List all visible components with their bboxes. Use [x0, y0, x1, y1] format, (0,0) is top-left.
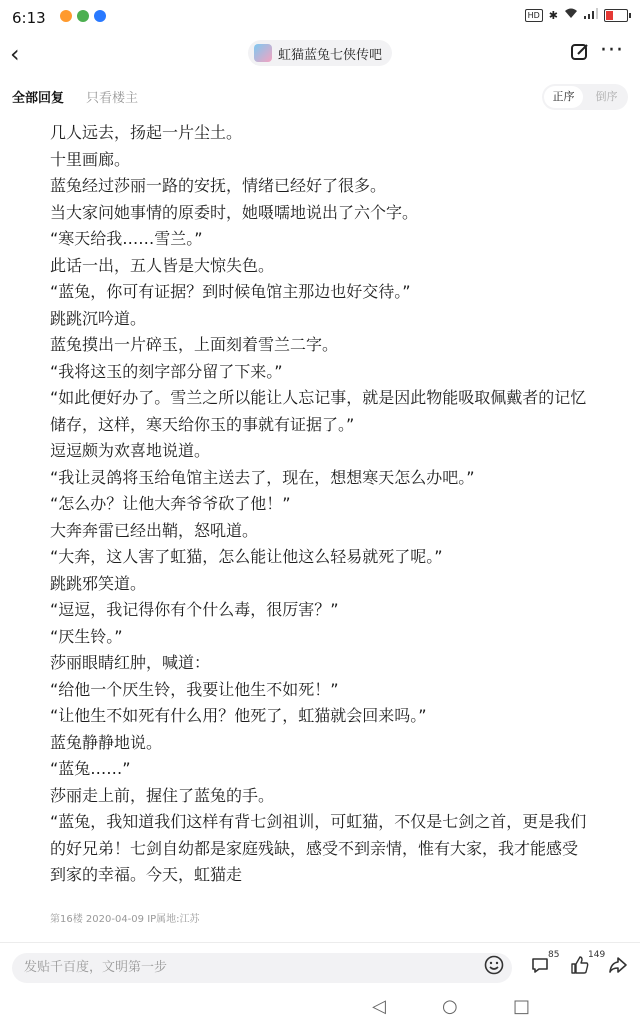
app-notification-icon — [60, 10, 72, 22]
post-text-line: 大奔奔雷已经出鞘，怒吼道。 — [50, 520, 259, 540]
system-status — [525, 8, 628, 22]
nfc-icon: ✱ — [548, 8, 558, 22]
post-text-line: “逗逗，我记得你有个什么毒，很厉害？” — [50, 600, 339, 619]
like-button[interactable] — [570, 950, 606, 980]
back-arrow-icon[interactable]: ‹ — [10, 40, 20, 68]
forum-pill[interactable] — [248, 40, 392, 66]
post-text-line: “大奔，这人害了虹猫，怎么能让他这么轻易就死了呢。” — [50, 547, 443, 566]
comment-button[interactable] — [530, 950, 560, 980]
post-text-line: 当大家问她事情的原委时，她嗫嚅地说出了六个字。 — [50, 202, 419, 222]
reply-filter-bar — [0, 80, 640, 112]
post-text-line: “怎么办？让他大奔爷爷砍了他！” — [50, 494, 291, 513]
post-text-line: “蓝兔，你可有证据？到时候龟馆主那边也好交待。” — [50, 282, 411, 301]
post-body — [50, 120, 634, 889]
post-text-line: 蓝兔摸出一片碎玉，上面刻着雪兰二字。 — [50, 335, 339, 354]
tab-all-replies[interactable]: 全部回复 — [12, 91, 65, 106]
share-icon[interactable] — [608, 955, 628, 980]
thumbs-up-icon — [570, 955, 590, 975]
signal-icon — [584, 8, 598, 22]
browser-icon — [94, 10, 106, 22]
system-navigation-bar — [0, 992, 640, 1024]
post-text-line: “蓝兔，我知道我们这样有背七剑祖训，可虹猫，不仅是七剑之首，更是我们 — [50, 812, 587, 831]
edit-icon[interactable] — [570, 42, 590, 67]
post-text-line: “让他生不如死有什么用？他死了，虹猫就会回来吗。” — [50, 706, 427, 725]
post-text-line: “厌生铃。” — [50, 626, 123, 646]
post-text-line: 十里画廊。 — [50, 149, 131, 169]
battery-icon — [604, 9, 628, 22]
post-text-line: 莎丽眼睛红肿，喊道： — [50, 653, 211, 672]
reply-input[interactable]: 发贴千百度，文明第一步 — [12, 953, 512, 983]
status-time: 6:13 — [12, 9, 46, 27]
tab-op-only[interactable]: 只看楼主 — [86, 91, 139, 106]
post-text-line: 此话一出，五人皆是大惊失色。 — [50, 255, 275, 275]
post-meta: 第16楼 2020-04-09 IP属地:江苏 — [50, 914, 200, 925]
comment-icon — [530, 955, 550, 975]
sort-toggle — [542, 84, 628, 110]
comment-count: 85 — [548, 950, 560, 960]
post-text-line: 的好兄弟！七剑自幼都是家庭残缺，感受不到亲情，惟有大家，我才能感受 — [50, 838, 579, 858]
forum-avatar — [254, 44, 272, 62]
forum-name: 虹猫蓝兔七侠传吧 — [277, 47, 383, 63]
sort-ascending-button[interactable]: 正序 — [544, 86, 583, 108]
top-nav — [0, 34, 640, 76]
bottom-action-bar — [0, 942, 640, 993]
post-text-line: 到家的幸福。今天，虹猫走 — [50, 865, 243, 884]
system-recents-icon[interactable]: □ — [513, 996, 531, 1017]
post-text-line: 几人远去，扬起一片尘土。 — [50, 123, 243, 142]
wechat-icon — [77, 10, 89, 22]
post-text-line: 莎丽走上前，握住了蓝兔的手。 — [50, 785, 275, 805]
post-text-line: 蓝兔静静地说。 — [50, 732, 163, 752]
wifi-icon — [564, 8, 578, 22]
notification-icons — [60, 10, 106, 22]
post-text-line: “我让灵鸽将玉给龟馆主送去了，现在，想想寒天怎么办吧。” — [50, 467, 475, 487]
post-text-line: “寒天给我……雪兰。” — [50, 229, 203, 248]
emoji-icon[interactable] — [484, 955, 504, 980]
post-text-line: “如此便好办了。雪兰之所以能让人忘记事，就是因此物能吸取佩戴者的记忆 — [50, 388, 587, 407]
post-text-line: 跳跳沉吟道。 — [50, 308, 147, 328]
post-text-line: “蓝兔……” — [50, 759, 131, 778]
sort-descending-button[interactable]: 倒序 — [595, 90, 618, 103]
more-icon[interactable]: ··· — [600, 38, 624, 63]
status-bar — [0, 0, 640, 34]
post-text-line: 跳跳邪笑道。 — [50, 573, 147, 593]
post-text-line: 储存，这样，寒天给你玉的事就有证据了。” — [50, 414, 355, 434]
post-text-line: “我将这玉的刻字部分留了下来。” — [50, 361, 283, 381]
like-count: 149 — [588, 950, 606, 960]
post-text-line: 逗逗颇为欢喜地说道。 — [50, 441, 211, 460]
system-home-icon[interactable]: ○ — [442, 996, 458, 1017]
post-text-line: “给他一个厌生铃，我要让他生不如死！” — [50, 679, 339, 699]
post-text-line: 蓝兔经过莎丽一路的安抚，情绪已经好了很多。 — [50, 176, 387, 195]
hd-badge: HD — [525, 9, 543, 22]
system-back-icon[interactable]: ◁ — [372, 996, 386, 1017]
